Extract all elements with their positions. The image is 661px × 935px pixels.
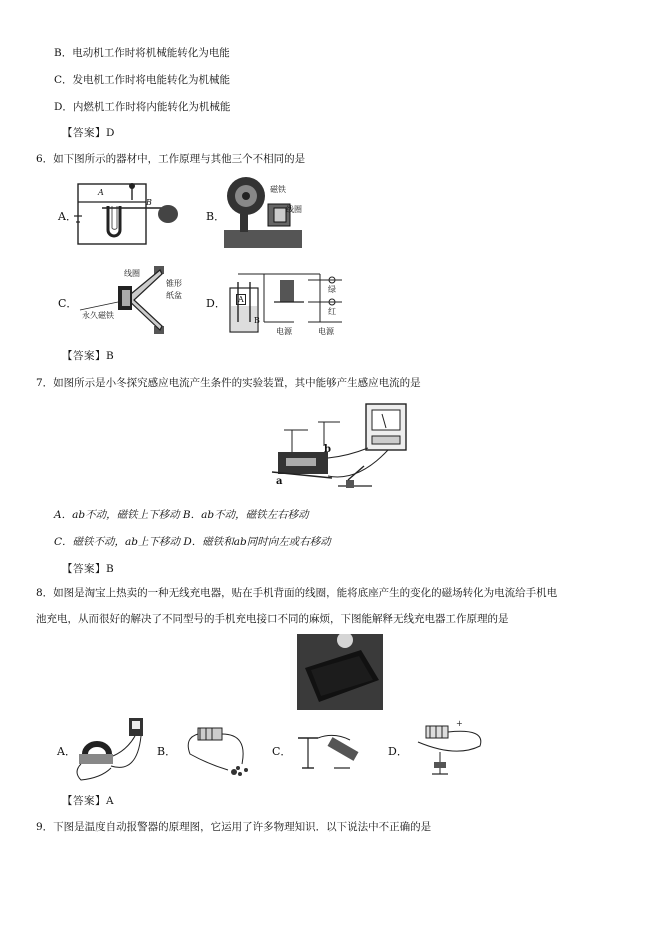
q8-figure-d <box>406 718 488 782</box>
q7-answer: 【答案】B <box>62 563 115 575</box>
q7-fig-label-b: b <box>324 444 331 455</box>
q6-fig-d-label-red: 红 <box>328 307 336 316</box>
q6-fig-a-label-b: B <box>146 198 152 207</box>
q7-options-line2: C．磁铁不动，ab上下移动 D．磁铁和ab同时向左或右移动 <box>54 536 331 548</box>
q6-fig-c-label-cone: 锥形 <box>166 279 182 288</box>
q8-option-c-label: C． <box>272 745 292 758</box>
q6-answer: 【答案】B <box>62 350 115 362</box>
q7-figure <box>268 400 410 492</box>
q6-fig-d-label-a: A <box>238 295 244 304</box>
q6-fig-a-label-a: A <box>98 188 104 197</box>
q5-option-c: C．发电机工作时将电能转化为机械能 <box>54 74 231 86</box>
q6-figure-c <box>76 262 182 338</box>
q6-stem: 6．如下图所示的器材中，工作原理与其他三个不相同的是 <box>36 153 306 165</box>
q8-figure-b <box>178 724 258 782</box>
q9-stem: 9．下图是温度自动报警器的原理图，它运用了许多物理知识．以下说法中不正确的是 <box>36 821 432 833</box>
q5-option-b: B．电动机工作时将机械能转化为电能 <box>54 47 230 59</box>
q6-fig-c-label-coil: 线圈 <box>124 269 140 278</box>
q6-figure-d <box>224 262 344 340</box>
q5-option-d: D．内燃机工作时将内能转化为机械能 <box>54 101 231 113</box>
q6-option-b-label: B． <box>206 210 226 223</box>
q6-fig-d-label-green: 绿 <box>328 285 336 294</box>
q6-fig-d-label-power-1: 电源 <box>276 327 292 336</box>
q6-fig-d-label-b: B <box>254 316 260 325</box>
q5-answer: 【答案】D <box>62 127 115 139</box>
q6-option-c-label: C． <box>58 297 78 310</box>
q6-fig-b-label-coil: 线圈 <box>286 205 302 214</box>
q6-figure-a <box>72 178 192 250</box>
svg-text:+: + <box>456 719 463 728</box>
q8-stem-line2: 池充电，从而很好的解决了不同型号的手机充电接口不同的麻烦，下图能解释无线充电器工作原理的是 <box>36 613 509 625</box>
q6-fig-c-label-magnet: 永久磁铁 <box>82 311 114 320</box>
q6-option-d-label: D． <box>206 297 226 310</box>
q7-options-line1: A．ab不动，磁铁上下移动 B．ab不动，磁铁左右移动 <box>54 509 309 521</box>
q8-option-a-label: A． <box>57 745 76 758</box>
q6-option-a-label: A． <box>58 210 77 223</box>
q8-stem-line1: 8．如图是淘宝上热卖的一种无线充电器，贴在手机背面的线圈，能将底座产生的变化的磁场转化为电流给手机电 <box>36 587 558 599</box>
q8-figure-c <box>290 726 370 776</box>
q6-fig-c-label-paper: 纸盆 <box>166 291 182 300</box>
q8-option-d-label: D． <box>388 745 408 758</box>
q8-answer: 【答案】A <box>62 795 115 807</box>
q8-figure-a <box>71 714 151 782</box>
q8-charger-photo <box>297 634 383 710</box>
q6-fig-b-label-magnet: 磁铁 <box>270 185 286 194</box>
q8-option-b-label: B． <box>157 745 177 758</box>
q6-figure-b <box>222 174 304 250</box>
q7-fig-label-a: a <box>276 476 283 487</box>
q6-fig-d-label-power-2: 电源 <box>318 327 334 336</box>
q7-stem: 7．如图所示是小冬探究感应电流产生条件的实验装置，其中能够产生感应电流的是 <box>36 377 421 389</box>
